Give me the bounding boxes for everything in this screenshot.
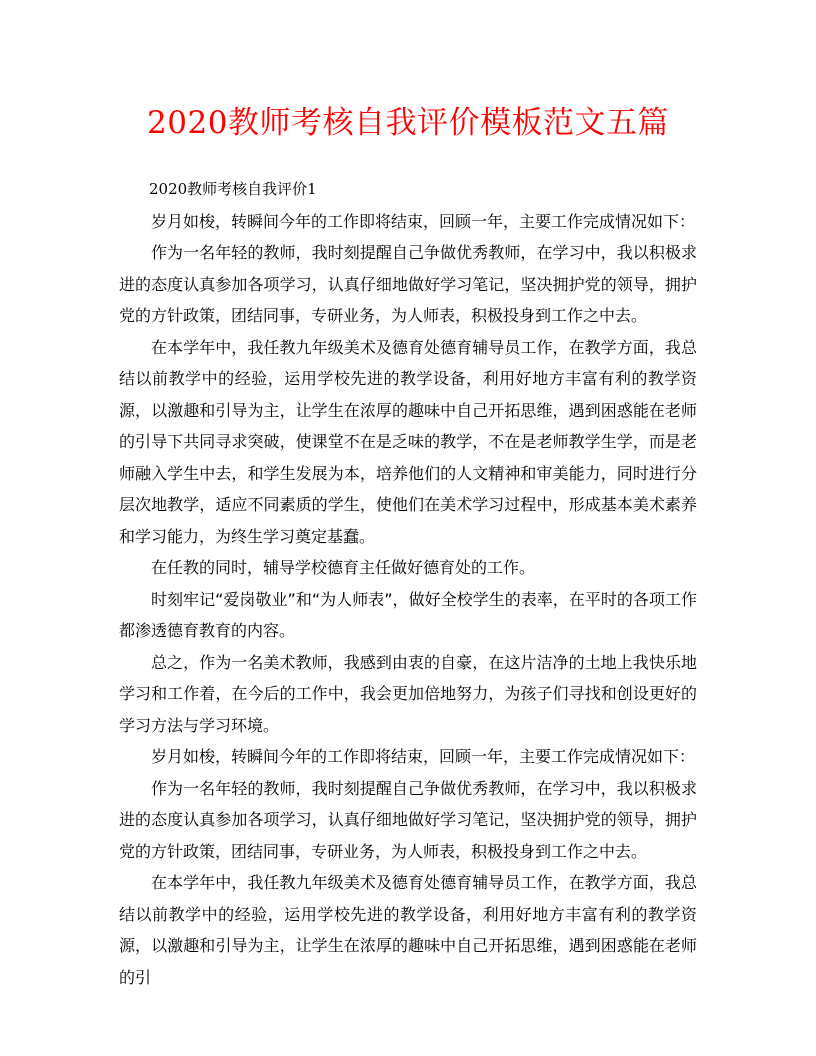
paragraph-9: 在本学年中，我任教九年级美术及德育处德育辅导员工作，在教学方面，我总结以前教学中的经验，运用学校先进的教学设备，利用好地方丰富有利的教学资源，以激趣和引导为主，让学生在浓厚的趣味中自己开拓思维，遇到困惑能在老师的引 bbox=[119, 873, 697, 987]
section-heading: 2020教师考核自我评价1 bbox=[149, 180, 317, 198]
document-body bbox=[119, 174, 697, 993]
paragraph-5: 时刻牢记“爱岗敬业”和“为人师表”，做好全校学生的表率，在平时的各项工作都渗透德育教育的内容。 bbox=[119, 589, 697, 640]
document-title: 2020教师考核自我评价模板范文五篇 bbox=[147, 105, 669, 141]
paragraph-7: 岁月如梭，转瞬间今年的工作即将结束，回顾一年，主要工作完成情况如下： bbox=[151, 747, 696, 766]
paragraph-1: 岁月如梭，转瞬间今年的工作即将结束，回顾一年，主要工作完成情况如下： bbox=[151, 211, 696, 231]
paragraph-4: 在任教的同时，辅导学校德育主任做好德育处的工作。 bbox=[151, 558, 536, 577]
paragraph-6: 总之，作为一名美术教师，我感到由衷的自豪，在这片洁净的土地上我快乐地学习和工作着，在今后的工作中，我会更加倍地努力，为孩子们寻找和创设更好的学习方法与学习环境。 bbox=[119, 652, 697, 735]
paragraph-8: 作为一名年轻的教师，我时刻提醒自己争做优秀教师，在学习中，我以积极求进的态度认真参加各项学习，认真仔细地做好学习笔记，坚决拥护党的领导，拥护党的方针政策，团结同事，专研业务，为人师表，积极投身到工作之中去。 bbox=[119, 778, 697, 861]
paragraph-2: 作为一名年轻的教师，我时刻提醒自己争做优秀教师，在学习中，我以积极求进的态度认真参加各项学习，认真仔细地做好学习笔记，坚决拥护党的领导，拥护党的方针政策，团结同事，专研业务，为人师表，积极投身到工作之中去。 bbox=[119, 243, 697, 325]
paragraph-3: 在本学年中，我任教九年级美术及德育处德育辅导员工作，在教学方面，我总结以前教学中的经验，运用学校先进的教学设备，利用好地方丰富有利的教学资源，以激趣和引导为主，让学生在浓厚的趣味中自己开拓思维，遇到困惑能在老师的引导下共同寻求突破，使课堂不在是乏味的教学，不在是老师教学生学，而是老师融入学生中去，和学生发展为本，培养他们的人文精神和审美能力，同时进行分层次地教学，适应不同素质的学生，使他们在美术学习过程中，形成基本美术素养和学习能力，为终生学习奠定基蠢。 bbox=[119, 337, 697, 546]
